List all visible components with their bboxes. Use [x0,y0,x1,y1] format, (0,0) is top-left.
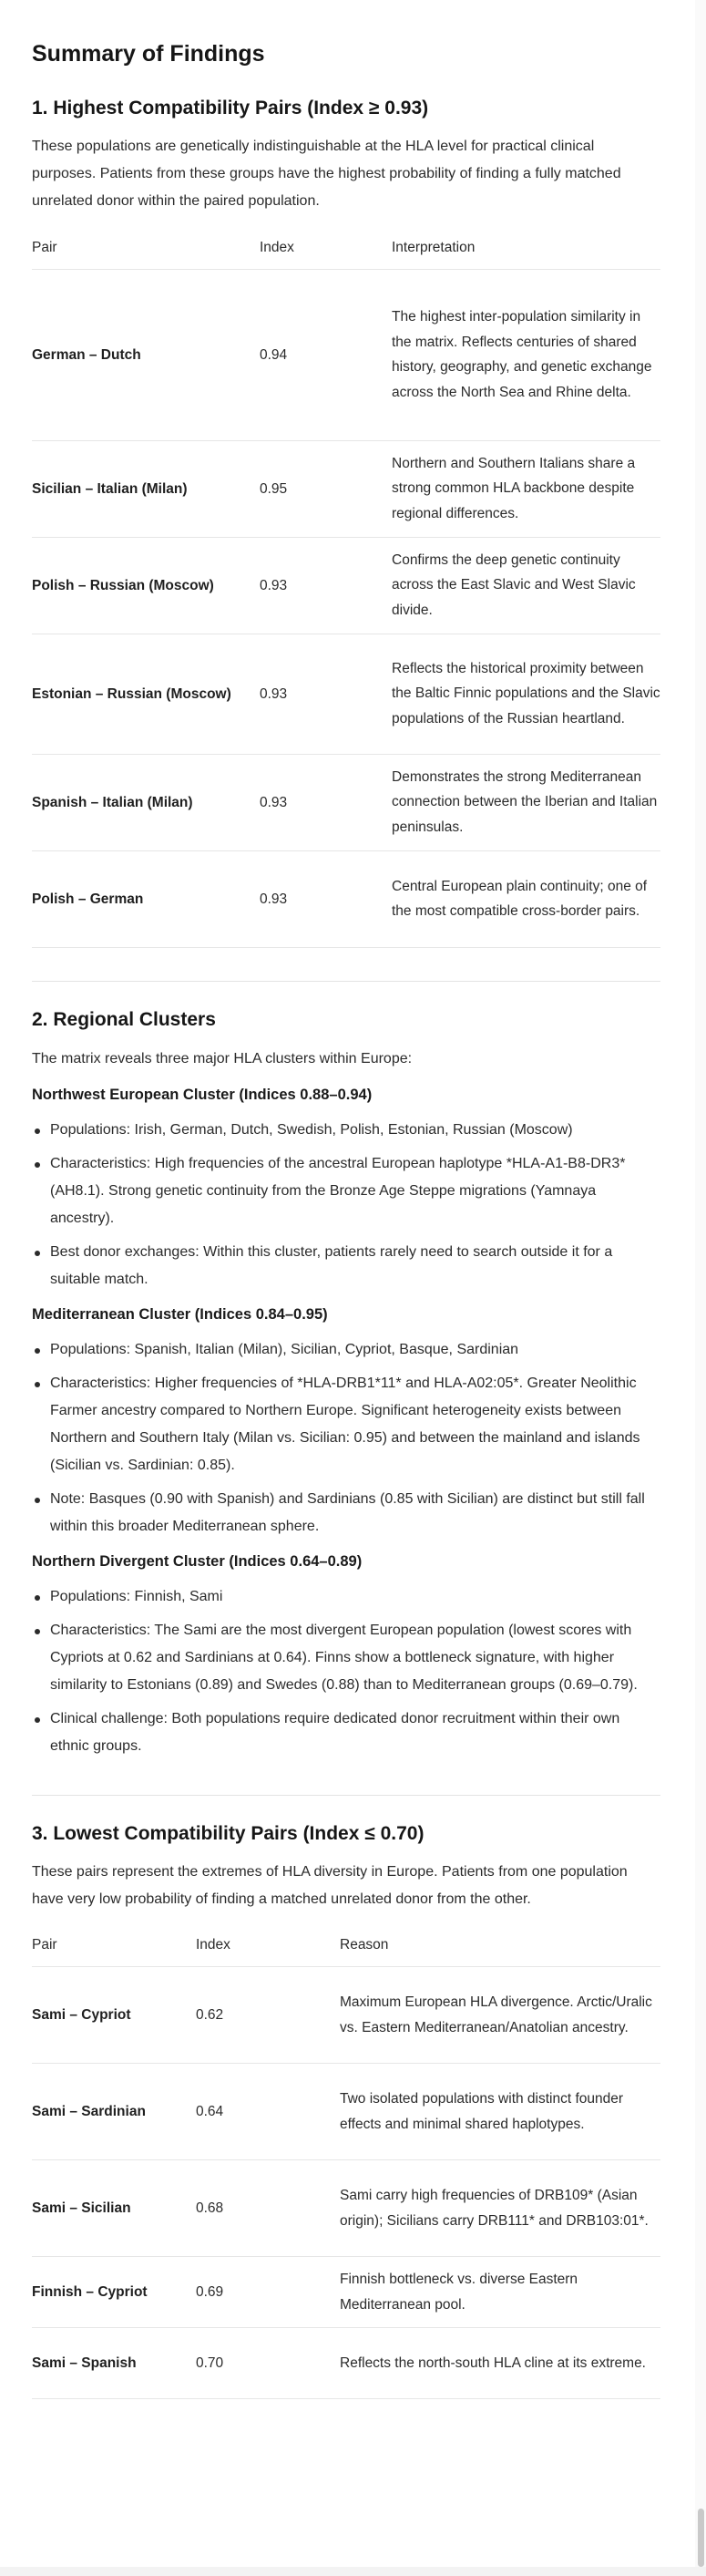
index-cell: 0.95 [260,440,392,537]
table-row [32,2257,660,2328]
pair-cell: Finnish – Cypriot [32,2257,196,2328]
interpretation-cell: Reflects the historical proximity between the Baltic Finnic populations and the Slavic populations of the Russian heartland. [392,634,660,754]
cluster-heading-northwest: Northwest European Cluster (Indices 0.88–0.94) [32,1086,373,1103]
section-1-intro: These populations are genetically indistinguishable at the HLA level for practical clinical purposes. Patients from these groups have the highest probability of finding a fully matched unrelated donor within the paired population. [32,139,621,209]
index-cell: 0.93 [260,850,392,947]
list-item: Characteristics: The Sami are the most divergent European population (lowest scores with Cypriots at 0.62 and Sardinians at 0.64). Finns show a bottleneck signature, with higher similarity to Estonians (0.89) and Swedes (0.88) than to Mediterranean groups (0.69–0.79). [32,1617,660,1699]
pair-cell: Sicilian – Italian (Milan) [32,440,260,537]
table-row [32,754,660,850]
column-header-reason: Reason [340,1925,660,1967]
document [32,0,660,2399]
index-cell: 0.93 [260,537,392,634]
reason-cell: Sami carry high frequencies of DRB109* (Asian origin); Sicilians carry DRB111* and DRB103:01*. [340,2160,660,2257]
pair-cell: Sami – Sicilian [32,2160,196,2257]
table-row [32,2064,660,2160]
index-cell: 0.94 [260,269,392,440]
reason-cell: Reflects the north-south HLA cline at its extreme. [340,2328,660,2399]
index-cell: 0.62 [196,1967,340,2064]
column-header-pair: Pair [32,227,260,269]
interpretation-cell: Central European plain continuity; one of the most compatible cross-border pairs. [392,850,660,947]
pair-cell: German – Dutch [32,269,260,440]
list-item: Populations: Irish, German, Dutch, Swedish, Polish, Estonian, Russian (Moscow) [32,1117,660,1144]
column-header-index: Index [260,227,392,269]
section-divider [32,981,660,982]
list-item: Characteristics: High frequencies of the ancestral European haplotype *HLA-A1-B8-DR3* (AH8.1). Strong genetic continuity from the Bronze Age Steppe migrations (Yamnaya ancestry). [32,1150,660,1232]
section-2-heading: 2. Regional Clusters [32,1008,216,1030]
cluster-list-northern [32,1583,660,1760]
list-item: Best donor exchanges: Within this cluster, patients rarely need to search outside it for a suitable match. [32,1239,660,1293]
list-item: Characteristics: Higher frequencies of *HLA-DRB1*11* and HLA-A02:05*. Greater Neolithic Farmer ancestry compared to Northern Europe. Significant heterogeneity exists between Northern and Southern Italy (Milan vs. Sicilian: 0.95) and between the mainland and islands (Sicilian vs. Sardinian: 0.85). [32,1370,660,1479]
pair-cell: Spanish – Italian (Milan) [32,754,260,850]
list-item: Populations: Spanish, Italian (Milan), Sicilian, Cypriot, Basque, Sardinian [32,1336,660,1364]
section-3-heading: 3. Lowest Compatibility Pairs (Index ≤ 0.70) [32,1822,425,1844]
cluster-heading-northern: Northern Divergent Cluster (Indices 0.64–0.89) [32,1552,363,1570]
pair-cell: Polish – German [32,850,260,947]
table-row [32,634,660,754]
page-title: Summary of Findings [32,41,265,67]
index-cell: 0.93 [260,634,392,754]
interpretation-cell: Confirms the deep genetic continuity across the East Slavic and West Slavic divide. [392,537,660,634]
index-cell: 0.70 [196,2328,340,2399]
section-divider [32,1795,660,1796]
table-row [32,850,660,947]
table-row [32,2328,660,2399]
list-item: Clinical challenge: Both populations require dedicated donor recruitment within their own ethnic groups. [32,1705,660,1760]
pair-cell: Polish – Russian (Moscow) [32,537,260,634]
table-header-row [32,227,660,269]
index-cell: 0.64 [196,2064,340,2160]
scrollbar-thumb[interactable] [698,2509,704,2567]
cluster-list-mediterranean [32,1336,660,1540]
index-cell: 0.69 [196,2257,340,2328]
interpretation-cell: The highest inter-population similarity in the matrix. Reflects centuries of shared history, geography, and genetic exchange across the North Sea and Rhine delta. [392,269,660,440]
reason-cell: Finnish bottleneck vs. diverse Eastern Mediterranean pool. [340,2257,660,2328]
interpretation-cell: Northern and Southern Italians share a strong common HLA backbone despite regional differences. [392,440,660,537]
table-row [32,269,660,440]
pair-cell: Sami – Spanish [32,2328,196,2399]
scrollbar-track[interactable] [695,0,706,2576]
table-row [32,2160,660,2257]
column-header-index: Index [196,1925,340,1967]
table-row [32,1967,660,2064]
reason-cell: Two isolated populations with distinct founder effects and minimal shared haplotypes. [340,2064,660,2160]
pair-cell: Sami – Sardinian [32,2064,196,2160]
table-row [32,537,660,634]
index-cell: 0.93 [260,754,392,850]
pair-cell: Estonian – Russian (Moscow) [32,634,260,754]
reason-cell: Maximum European HLA divergence. Arctic/Uralic vs. Eastern Mediterranean/Anatolian ancestry. [340,1967,660,2064]
cluster-list-northwest [32,1117,660,1293]
lowest-compatibility-table [32,1925,660,2400]
table-header-row [32,1925,660,1967]
pair-cell: Sami – Cypriot [32,1967,196,2064]
table-row [32,440,660,537]
section-3-intro: These pairs represent the extremes of HLA diversity in Europe. Patients from one population have very low probability of finding a matched unrelated donor from the other. [32,1863,628,1907]
list-item: Populations: Finnish, Sami [32,1583,660,1611]
cluster-heading-mediterranean: Mediterranean Cluster (Indices 0.84–0.95) [32,1305,328,1323]
index-cell: 0.68 [196,2160,340,2257]
highest-compatibility-table [32,227,660,948]
column-header-interpretation: Interpretation [392,227,660,269]
list-item: Note: Basques (0.90 with Spanish) and Sardinians (0.85 with Sicilian) are distinct but still fall within this broader Mediterranean sphere. [32,1486,660,1540]
section-2-intro: The matrix reveals three major HLA clusters within Europe: [32,1050,413,1066]
interpretation-cell: Demonstrates the strong Mediterranean connection between the Iberian and Italian peninsulas. [392,754,660,850]
bottom-edge-bar [0,2567,706,2576]
column-header-pair: Pair [32,1925,196,1967]
section-1-heading: 1. Highest Compatibility Pairs (Index ≥ 0.93) [32,98,429,118]
